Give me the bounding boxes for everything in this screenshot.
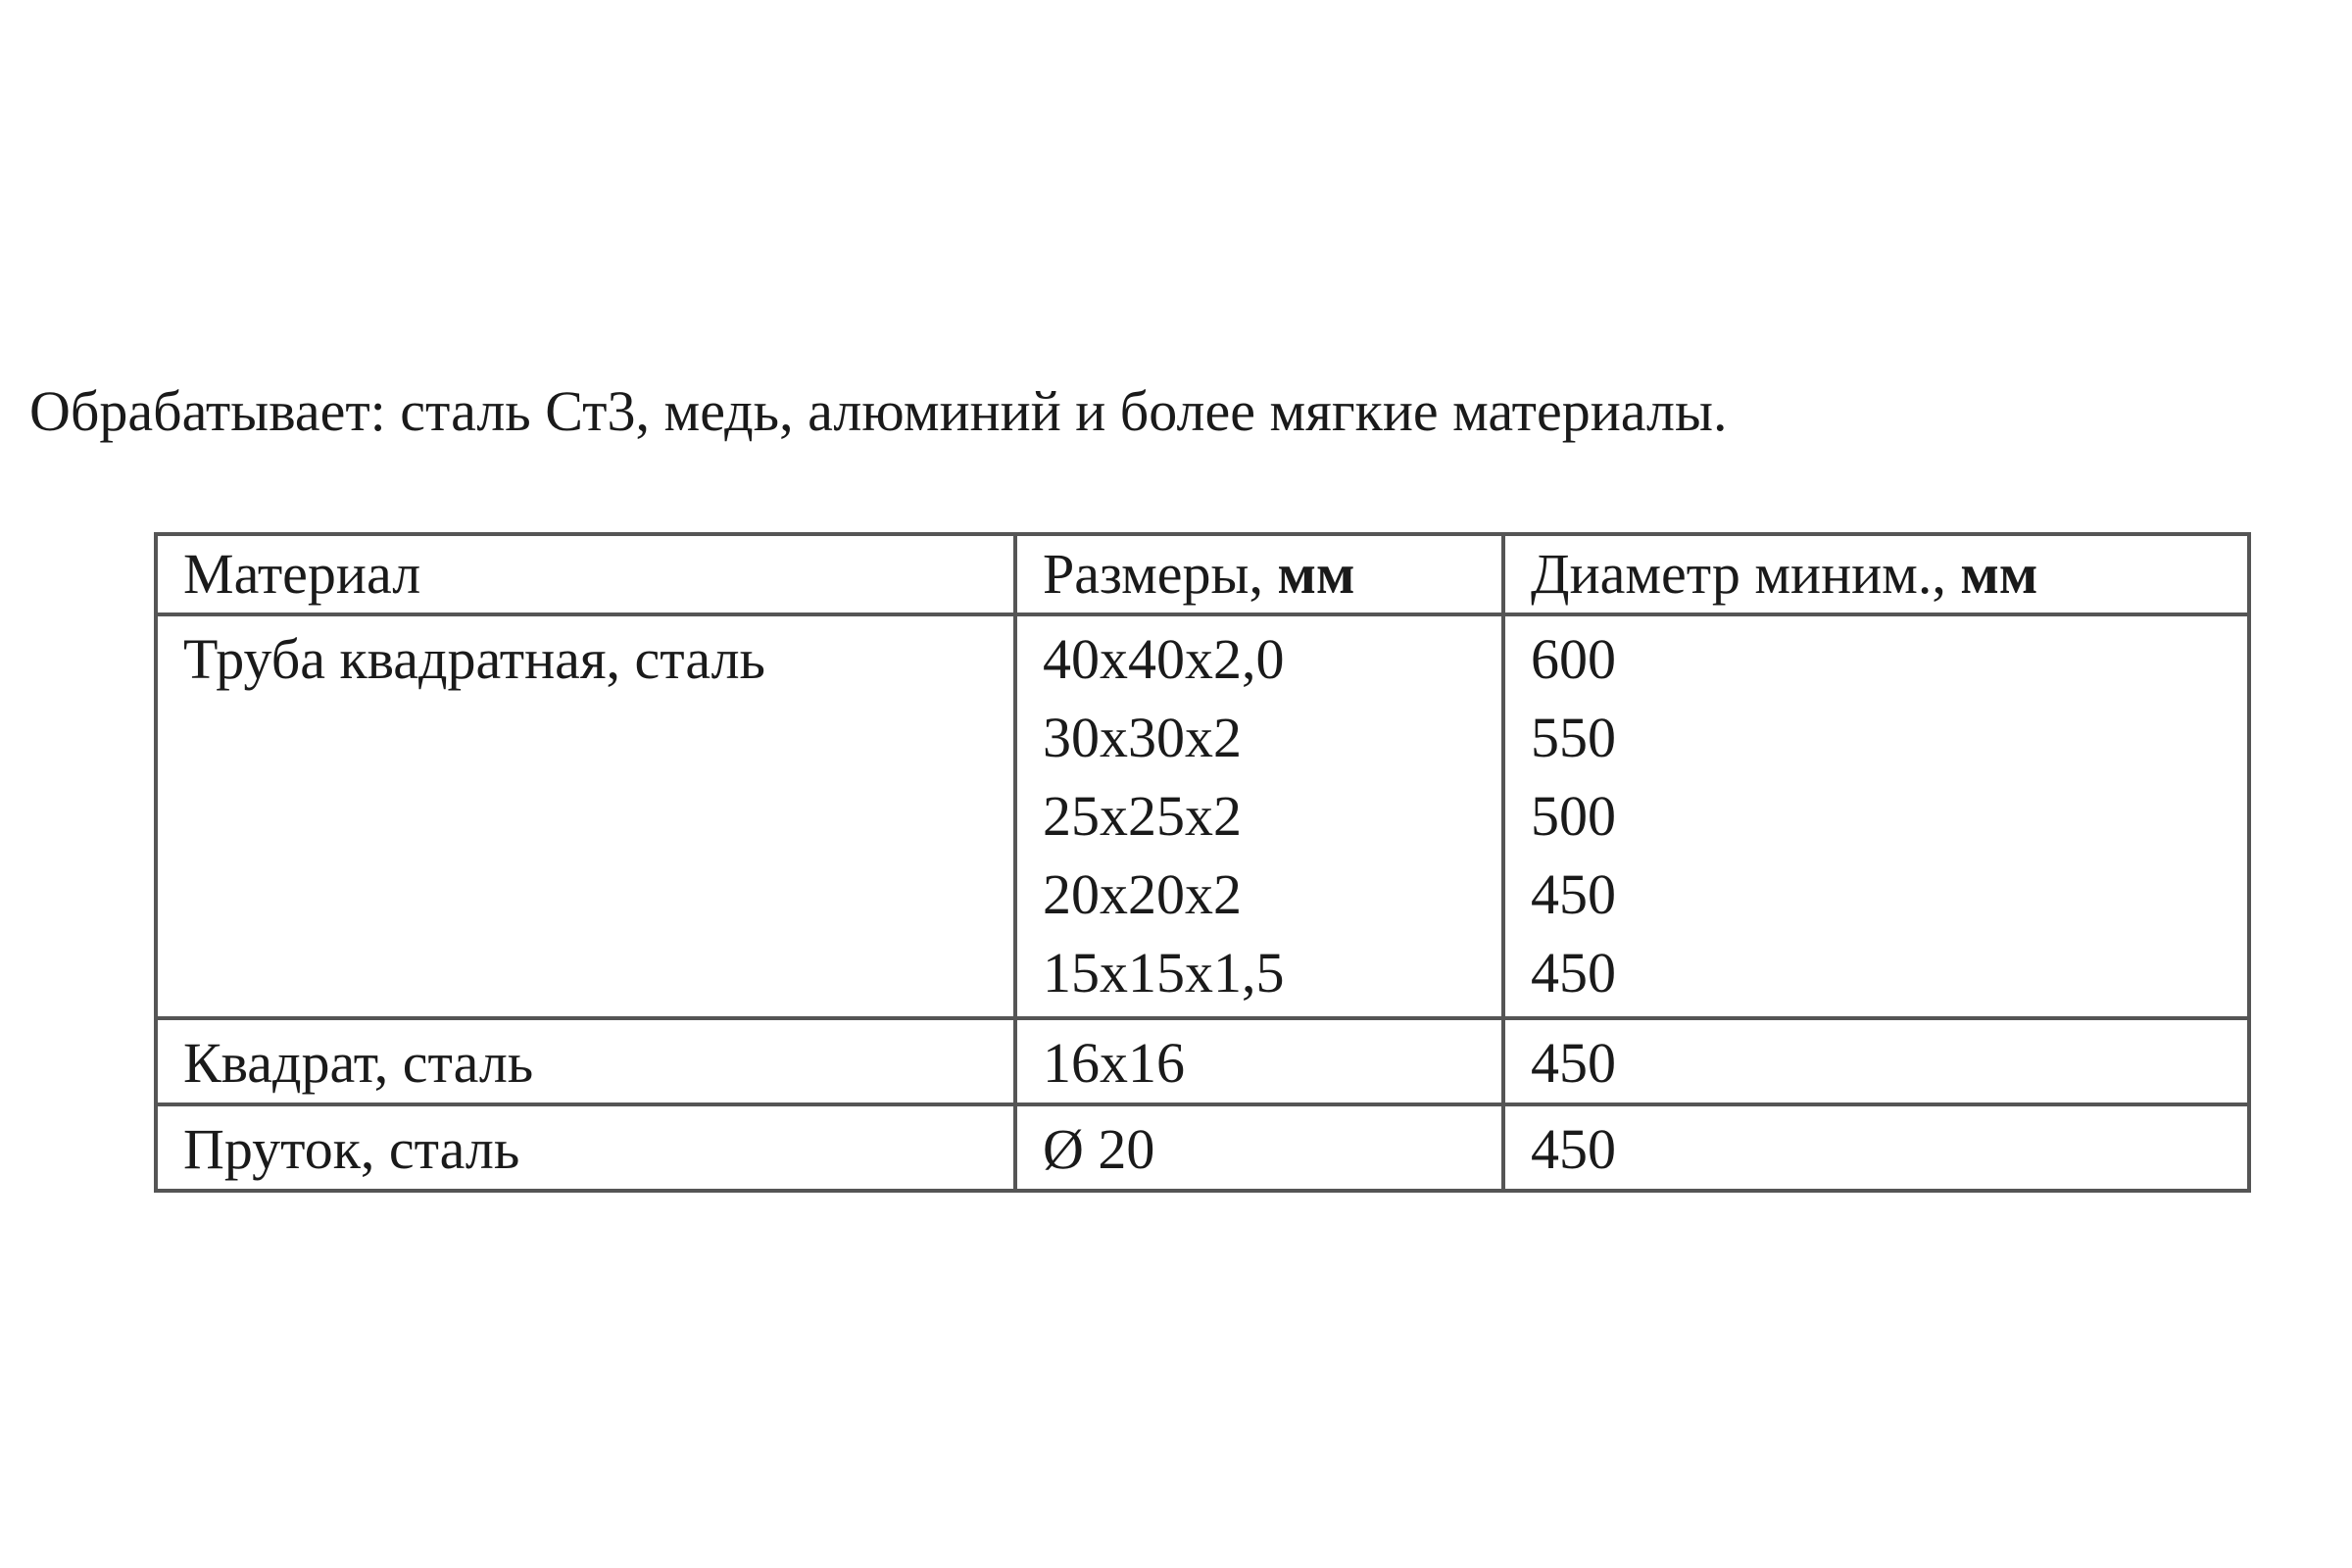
size-cell: [1015, 614, 1503, 1018]
size-value: 16x16: [1015, 1018, 1503, 1104]
diameter-value: 550: [1531, 706, 1616, 769]
header-material: [156, 534, 1015, 614]
header-diameter-unit: мм: [1960, 542, 2038, 606]
table-row: [156, 1018, 2249, 1104]
header-material-label: Материал: [183, 542, 421, 606]
material-cell: Пруток, сталь: [156, 1104, 1015, 1191]
material-name: Труба квадратная, сталь: [183, 627, 765, 691]
header-size-unit: мм: [1277, 542, 1355, 606]
size-value: 40x40x2,0: [1043, 627, 1285, 691]
diameter-value: 500: [1531, 784, 1616, 848]
header-size: [1015, 534, 1503, 614]
table-row: [156, 614, 2249, 1018]
materials-table: [154, 532, 2251, 1193]
material-cell: [156, 614, 1015, 1018]
diameter-value: 600: [1531, 627, 1616, 691]
table-row: [156, 1104, 2249, 1191]
header-size-label: Размеры,: [1043, 542, 1264, 606]
diameter-value: 450: [1503, 1104, 2249, 1191]
size-value: 20x20x2: [1043, 862, 1242, 926]
size-value: 25x25x2: [1043, 784, 1242, 848]
table-header-row: [156, 534, 2249, 614]
diameter-value: 450: [1531, 862, 1616, 926]
diameter-cell: [1503, 614, 2249, 1018]
size-value: 15x15x1,5: [1043, 941, 1285, 1004]
diameter-value: 450: [1503, 1018, 2249, 1104]
header-diameter-label: Диаметр миним.,: [1531, 542, 1946, 606]
size-value: 30x30x2: [1043, 706, 1242, 769]
material-cell: Квадрат, сталь: [156, 1018, 1015, 1104]
size-value: Ø 20: [1015, 1104, 1503, 1191]
diameter-value: 450: [1531, 941, 1616, 1004]
header-diameter: [1503, 534, 2249, 614]
intro-text: Обрабатывает: сталь Ст3, медь, алюминий и более мягкие материалы.: [29, 379, 1728, 443]
